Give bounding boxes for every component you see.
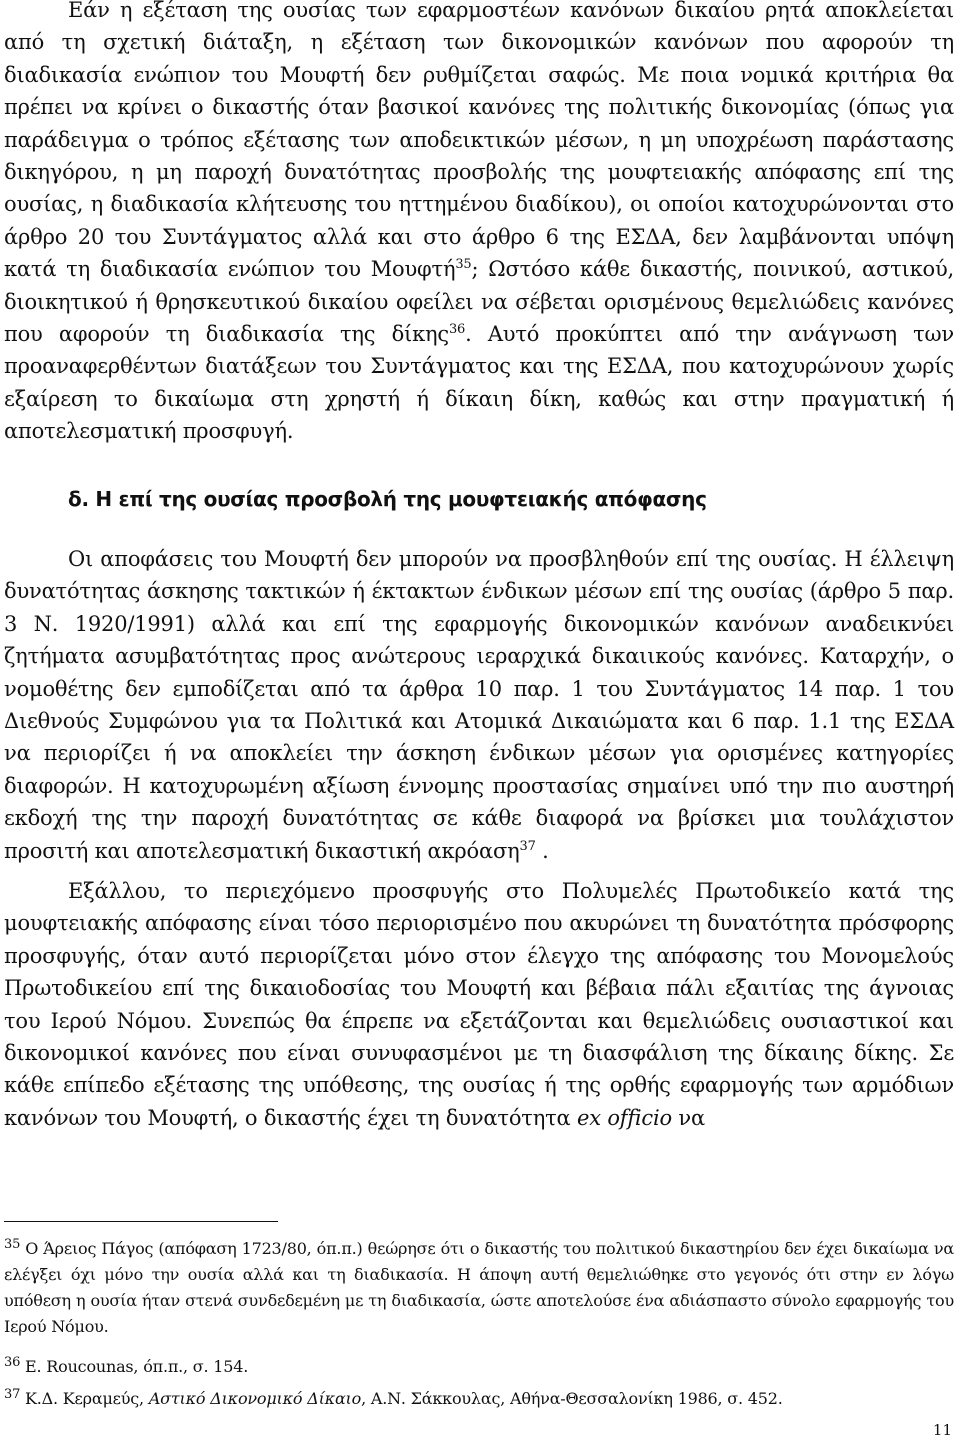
body-paragraph-3: [4, 875, 954, 1134]
footnote-text: , Α.Ν. Σάκκουλας, Αθήνα-Θεσσαλονίκη 1986, σ. 452.: [361, 1389, 783, 1408]
footnote-text: Ο Άρειος Πάγος (απόφαση 1723/80, όπ.π.) θεώρησε ότι ο δικαστής του πολιτικού δικαστηρίου δεν έχει δικαίωμα να ελέγξει όχι μόνο την ουσία αλλά και τη διαδικασία. Η άποψη αυτή θεμελιώθηκε στο γεγονός ότι στην εν λόγω υπόθεση η ουσία ήταν στενά συνδεδεμένη με τη διαδικασία, ώστε αποτελούσε ένα αδιάσπαστο σύνολο εφαρμογής του Ιερού Νόμου.: [4, 1239, 954, 1336]
body-paragraph-1: [4, 0, 954, 448]
paragraph-text: Εξάλλου, το περιεχόμενο προσφυγής στο Πολυμελές Πρωτοδικείο κατά της μουφτειακής απόφασης είναι τόσο περιορισμένο που ακυρώνει τη δυνατότητα πρόσφορης προσφυγής, όταν αυτό περιορίζεται μόνο στον έλεγχο της απόφασης του Μονομελούς Πρωτοδικείου επί της δικαιοδοσίας του Μουφτή και βέβαια πάλι εξαιτίας της άγνοιας του Ιερού Νόμου. Συνεπώς θα έπρεπε να εξετάζονται και θεμελιώδεις ουσιαστικοί και δικονομικοί κανόνες που είναι συνυφασμένοι με τη διασφάλιση της δίκαιης δίκης. Σε κάθε επίπεδο εξέτασης της υπόθεσης, της ουσίας ή της ορθής εφαρμογής των αρμόδιων κανόνων του Μουφτή, ο δικαστής έχει τη δυνατότητα: [4, 879, 954, 1130]
paragraph-text: .: [535, 838, 549, 863]
paragraph-text: να: [671, 1105, 705, 1130]
footnote-35: [4, 1236, 954, 1340]
footnote-37: [4, 1386, 954, 1412]
footnote-number: 35: [4, 1237, 21, 1252]
paragraph-text: Εάν η εξέταση της ουσίας των εφαρμοστέων κανόνων δικαίου ρητά αποκλείεται από τη σχετική διάταξη, η εξέταση των δικονομικών κανόνων που αφορούν τη διαδικασία ενώπιον του Μουφτή δεν ρυθμίζεται σαφώς. Με ποια νομικά κριτήρια θα πρέπει να κρίνει ο δικαστής όταν βασικοί κανόνες της πολιτικής δικονομίας (όπως για παράδειγμα ο τρόπος εξέτασης των αποδεικτικών μέσων, η μη υποχρέωση παράστασης δικηγόρου, η μη παροχή δυνατότητας προσβολής της μουφτειακής απόφασης επί της ουσίας, η διαδικασία κλήτευσης του ηττημένου διαδίκου), οι οποίοι κατοχυρώνονται στο άρθρο 20 του Συντάγματος αλλά και στο άρθρο 6 της ΕΣΔΑ, δεν λαμβάνονται υπόψη κατά τη διαδικασία ενώπιον του Μουφτή: [4, 0, 954, 282]
footnote-ref-37[interactable]: 37: [519, 838, 536, 854]
paragraph-text: ; Ωστόσο κάθε δικαστής, ποινικού, αστικού, διοικητικού ή θρησκευτικού δικαίου οφείλει να σέβεται ορισμένους θεμελιώδεις κανόνες που αφορούν τη διαδικασία της δίκης: [4, 257, 954, 347]
footnote-ref-35[interactable]: 35: [455, 257, 472, 273]
footnote-text: Κ.Δ. Κεραμεύς,: [20, 1389, 149, 1408]
body-paragraph-2: [4, 543, 954, 867]
paragraph-text: . Αυτό προκύπτει από την ανάγνωση των προαναφερθέντων διατάξεων του Συντάγματος και της ΕΣΔΑ, που κατοχυρώνουν χωρίς εξαίρεση το δικαίωμα στη χρηστή ή δίκαιη δίκη, καθώς και στην πραγματική ή αποτελεσματική προσφυγή.: [4, 322, 954, 444]
footnote-number: 36: [4, 1355, 21, 1370]
footnote-ref-36[interactable]: 36: [448, 322, 466, 338]
footnote-text: E. Roucounas, όπ.π., σ. 154.: [20, 1357, 249, 1376]
footnote-number: 37: [4, 1387, 21, 1402]
paragraph-text: Οι αποφάσεις του Μουφτή δεν μπορούν να προσβληθούν επί της ουσίας. Η έλλειψη δυνατότητας άσκησης τακτικών ή έκτακτων ένδικων μέσων επί της ουσίας (άρθρο 5 παρ. 3 Ν. 1920/1991) αλλά και επί της εφαρμογής δικονομικών κανόνων αναδεικνύει ζητήματα ασυμβατότητας προς ανώτερους ιεραρχικά δικαιικούς κανόνες. Καταρχήν, ο νομοθέτης δεν εμποδίζεται από τα άρθρα 10 παρ. 1 του Συντάγματος 14 παρ. 1 του Διεθνούς Συμφώνου για τα Πολιτικά και Ατομικά Δικαιώματα και 6 παρ. 1.1 της ΕΣΔΑ να περιορίζει ή να αποκλείει την άσκηση ένδικων μέσων για ορισμένες κατηγορίες διαφορών. Η κατοχυρωμένη αξίωση έννομης προστασίας σημαίνει υπό την πιο αυστηρή εκδοχή της την παροχή δυνατότητας σε κάθε διαφορά να βρίσκει μια τουλάχιστον προσιτή και αποτελεσματική δικαστική ακρόαση: [4, 547, 954, 863]
page-number: 11: [932, 1421, 952, 1439]
italic-term: ex officio: [576, 1105, 672, 1130]
section-heading: δ. Η επί της ουσίας προσβολή της μουφτειακής απόφασης: [68, 487, 707, 511]
footnote-36: [4, 1354, 954, 1380]
footnote-separator: [4, 1221, 278, 1222]
footnote-book-title: Αστικό Δικονομικό Δίκαιο: [148, 1389, 362, 1408]
